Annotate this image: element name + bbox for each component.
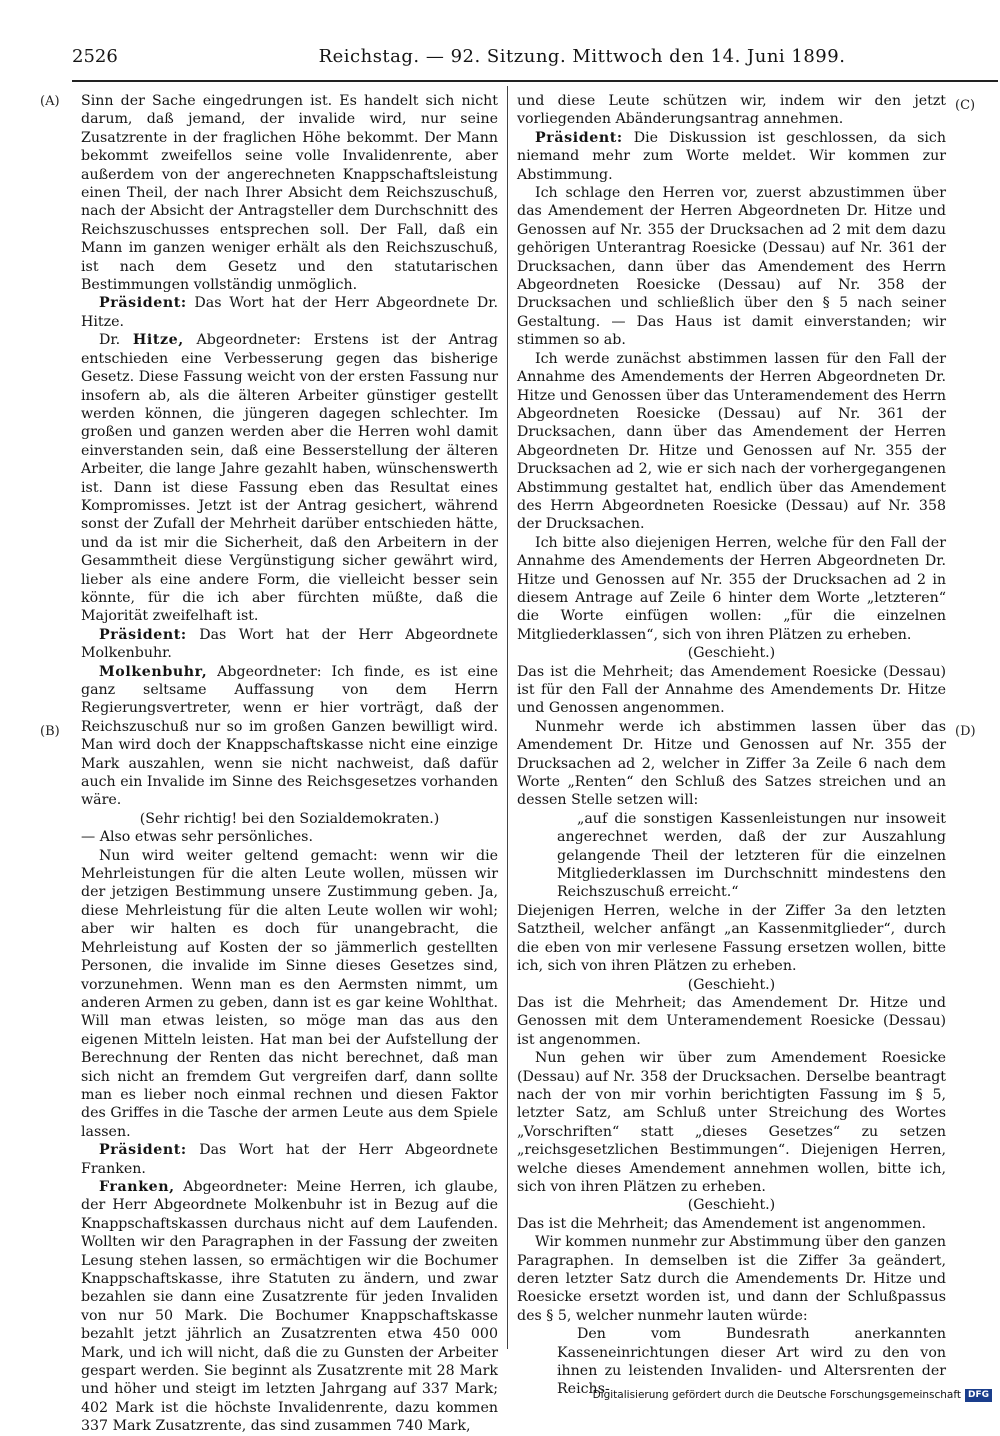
digitization-credit: [593, 1388, 992, 1402]
running-title: Reichstag. — 92. Sitzung. Mittwoch den 14. Juni 1899.: [318, 46, 846, 67]
speech-text: Das Wort hat der Herr Abgeordnete Molkenbuhr.: [81, 626, 498, 662]
quoted-text: Den vom Bundesrath anerkannten Kasseneinrichtungen dieser Art wird zu den von ihnen zu leistenden Invaliden- und Altersrenten der Reichs-: [557, 1326, 946, 1398]
paragraph: [517, 129, 946, 184]
paragraph: Das ist die Mehrheit; das Amendement Roesicke (Dessau) ist für den Fall der Annahme des Amendements Dr. Hitze und Genossen angenommen.: [517, 663, 946, 717]
quoted-text: „auf die sonstigen Kassenleistungen nur insoweit angerechnet werden, daß der zur Auszahlung gelangende Theil der letzteren für die einzelnen Mitgliederklassen im Durchschnitt mindestens den Reichszuschuß erreicht.“: [557, 810, 946, 901]
margin-mark-c: (C): [955, 98, 976, 113]
paragraph: — Also etwas sehr persönliches.: [81, 829, 313, 846]
paragraph: Ich schlage den Herren vor, zuerst abzustimmen über das Amendement der Herren Abgeordneten Dr. Hitze und Genossen auf Nr. 355 der Drucksachen ad 2 mit dem dazu gehörigen Unterantrag Roesicke (Dessau) auf Nr. 361 der Drucksachen, dann über das Amendement des Herrn Abgeordneten Roesicke (Dessau) auf Nr. 358 der Drucksachen und schließlich über den § 5 nach seiner Gestaltung. — Das Haus ist damit einverstanden; wir stimmen so ab.: [517, 185, 946, 349]
interjection: (Geschieht.): [687, 1197, 776, 1214]
paragraph: [81, 294, 498, 331]
paragraph: Wir kommen nunmehr zur Abstimmung über den ganzen Paragraphen. In demselben ist die Ziffer 3a geändert, deren letzter Satz durch die Amendements Dr. Hitze und Roesicke ersetzt worden ist, und dann der Schlußpassus des § 5, welcher nunmehr lauten würde:: [517, 1234, 946, 1324]
speech-text: Das Wort hat der Herr Abgeordnete Dr. Hitze.: [81, 295, 498, 330]
column-divider: [507, 86, 508, 1349]
interjection: (Geschieht.): [687, 645, 776, 662]
dfg-logo: DFG: [965, 1389, 992, 1402]
speech-text: Das Wort hat der Herr Abgeordnete Franken.: [81, 1142, 498, 1177]
paragraph: Diejenigen Herren, welche in der Ziffer 3a den letzten Satztheil, welcher anfängt „an Kassenmitglieder“, durch die eben von mir verlesene Fassung ersetzen wollen, bitte ich, sich von ihren Plätzen zu erheben.: [517, 902, 946, 975]
speaker-name: Hitze,: [132, 332, 184, 349]
interjection: (Sehr richtig! bei den Sozialdemokraten.): [139, 810, 440, 827]
interjection: (Geschieht.): [687, 976, 776, 993]
page-header: [72, 46, 992, 74]
paragraph: [81, 1141, 498, 1178]
speaker-name: Präsident:: [99, 295, 187, 312]
paragraph: [81, 626, 498, 663]
speech-text: Abgeordneter: Ich finde, es ist eine ganz seltsame Auffassung von dem Herrn Regierungsvertreter, wenn er hier vorträgt, daß der Reichszuschuß nur so im großen Ganzen bewilligt wird. Man wird doch der Knappschaftskasse nicht eine einzige Mark auszahlen, wenn sie nicht nachweist, daß dafür auch ein Invalide im Sinne des Reichsgesetzes vorhanden wäre.: [81, 663, 498, 809]
speaker-name: Präsident:: [99, 1142, 187, 1159]
speech-text: Abgeordneter: Erstens ist der Antrag entschieden eine Verbesserung gegen das bisherige Gesetz. Diese Fassung weicht von der ersten Fassung nur insofern ab, als die älteren Arbeiter günstiger gestellt werden können, die jüngeren dagegen schlechter. Im großen und ganzen werden aber die Herren wohl damit einverstanden sein, daß eine Besserstellung der älteren Arbeiter, die lange Jahre gezahlt haben, wünschenswerth ist. Dann ist diese Fassung eben das Resultat eines Kompromisses. Jetzt ist der Antrag gesichert, während sonst der Zufall der Mehrheit darüber entschieden hätte, und da ist mir die Sicherheit, daß den Arbeitern in der Gesammtheit diese Vergünstigung sicher gewährt wird, lieber als eine andere Form, die vielleicht besser sein könnte, für die ich aber fürchten müßte, daß die Majorität zweifelhaft ist.: [81, 332, 498, 625]
paragraph: Nun gehen wir über zum Amendement Roesicke (Dessau) auf Nr. 358 der Drucksachen. Derselbe beantragt nach der von mir vorhin berichtigten Fassung im § 5, letzter Satz, am Schluß unter Streichung des Wortes „Vorschriften“ statt „dieses Gesetzes“ zu setzen „reichsgesetzlichen Bestimmungen“. Diejenigen Herren, welche dieses Amendement annehmen wollen, bitte ich, sich von ihren Plätzen zu erheben.: [517, 1050, 946, 1195]
speaker-name: Franken,: [99, 1178, 175, 1195]
paragraph: Sinn der Sache eingedrungen ist. Es handelt sich nicht darum, daß jemand, der invalide wird, nur seine Zusatzrente in der fraglichen Höhe bekommt. Der Mann bekommt zweifellos seine volle Invalidenrente, aber außerdem von der angerechneten Knappschaftsleistung einen Theil, der nach Ihrer Absicht dem Reichszuschuß, nach der Absicht der Antragsteller dem Durchschnitt des Reichszuschusses entsprechen soll. Der Fall, daß ein Mann im ganzen weniger erhält als den Reichszuschuß, ist nach dem Gesetz und den statutarischen Bestimmungen vollständig unmöglich.: [81, 93, 498, 294]
right-column: [517, 92, 946, 1399]
page-number: 2526: [72, 46, 118, 67]
margin-mark-a: (A): [40, 94, 60, 109]
speaker-name: Molkenbuhr,: [99, 663, 208, 680]
speech-text: Die Diskussion ist geschlossen, da sich niemand mehr zum Worte meldet. Wir kommen zur Abstimmung.: [517, 129, 946, 183]
margin-mark-d: (D): [955, 724, 976, 739]
paragraph: Nun wird weiter geltend gemacht: wenn wir die Mehrleistungen für die alten Leute wollen, müssen wir der jetzigen Bestimmung unsere Zustimmung geben. Ja, diese Mehrleistung für die alten Leute wollen wir wohl; aber wir halten es doch für unangebracht, die Mehrleistung auf Kosten der so jämmerlich gestellten Personen, die invalide im Sinne dieses Gesetzes sind, vorzunehmen. Wenn man es den Aermsten nimmt, um anderen Armen zu geben, dann ist es gar keine Wohlthat. Will man etwas leisten, so möge man das aus den eigenen Mitteln leisten. Hat man bei der Aufstellung der Berechnung der Renten das nicht berechnet, daß man sich nicht an fremdem Gut vergreifen darf, dann sollte man es lieber noch einmal rechnen und diesen Faktor des Griffes in die Tasche der armen Leute aus dem Spiele lassen.: [81, 847, 498, 1140]
paragraph: [81, 331, 498, 626]
paragraph: [81, 1178, 498, 1436]
paragraph: [81, 663, 498, 810]
paragraph: Ich bitte also diejenigen Herren, welche für den Fall der Annahme des Amendements der Herren Abgeordneten Dr. Hitze und Genossen auf Nr. 355 der Drucksachen ad 2 in diesem Antrage auf Zeile 6 hinter dem Worte „letzteren“ die Worte einfügen wollen: „für die einzelnen Mitgliederklassen“, sich von ihren Plätzen zu erheben.: [517, 534, 946, 643]
credit-text: Digitalisierung gefördert durch die Deutsche Forschungsgemeinschaft: [592, 1389, 961, 1401]
speaker-name: Präsident:: [99, 626, 187, 643]
paragraph: Ich werde zunächst abstimmen lassen für den Fall der Annahme des Amendements der Herren Abgeordneten Dr. Hitze und Genossen über das Unteramendement des Herrn Abgeordneten Roesicke (Dessau) auf Nr. 361 der Drucksachen, dann über das Amendement der Herren Abgeordneten Dr. Hitze und Genossen auf Nr. 355 der Drucksachen ad 2, wie er sich nach der vorhergegangenen Abstimmung gestaltet hat, endlich über das Amendement des Herrn Abgeordneten Roesicke (Dessau) auf Nr. 358 der Drucksachen.: [517, 350, 946, 533]
margin-mark-b: (B): [40, 724, 60, 739]
left-column: [81, 92, 498, 1436]
speaker-title: Dr.: [99, 332, 133, 349]
paragraph: und diese Leute schützen wir, indem wir den jetzt vorliegenden Abänderungsantrag annehmen.: [517, 93, 946, 128]
paragraph: Das ist die Mehrheit; das Amendement Dr. Hitze und Genossen mit dem Unteramendement Roesicke (Dessau) ist angenommen.: [517, 994, 946, 1048]
header-rule: [72, 80, 998, 82]
paragraph: Nunmehr werde ich abstimmen lassen über das Amendement Dr. Hitze und Genossen auf Nr. 355 der Drucksachen ad 2, welcher in Ziffer 3a Zeile 6 nach dem Worte „Renten“ den Schluß des Satzes streichen und an dessen Stelle setzen will:: [517, 718, 946, 809]
speech-text: Abgeordneter: Meine Herren, ich glaube, der Herr Abgeordnete Molkenbuhr ist in Bezug auf die Knappschaftskassen durchaus nicht auf dem Laufenden. Wollten wir den Paragraphen in der Fassung der zweiten Lesung stehen lassen, so ermächtigen wir die Bochumer Knappschaftskasse, ihre Statuten zu ändern, und zwar bezahlen sie dann eine Zusatzrente für jeden Invaliden von nur 50 Mark. Die Bochumer Knappschaftskasse bezahlt jetzt jährlich an Zusatzrenten etwa 450 000 Mark, und ich will nicht, daß die zu Gunsten der Arbeiter gespart werden. Sie beginnt als Zusatzrente mit 28 Mark und höher und steigt im letzten Jahrgang auf 337 Mark; 402 Mark ist die höchste Invalidenrente, dazu kommen 337 Mark Zusatzrente, das sind zusammen 740 Mark,: [81, 1178, 498, 1435]
speaker-name: Präsident:: [535, 129, 623, 146]
paragraph: Das ist die Mehrheit; das Amendement ist angenommen.: [517, 1215, 927, 1232]
